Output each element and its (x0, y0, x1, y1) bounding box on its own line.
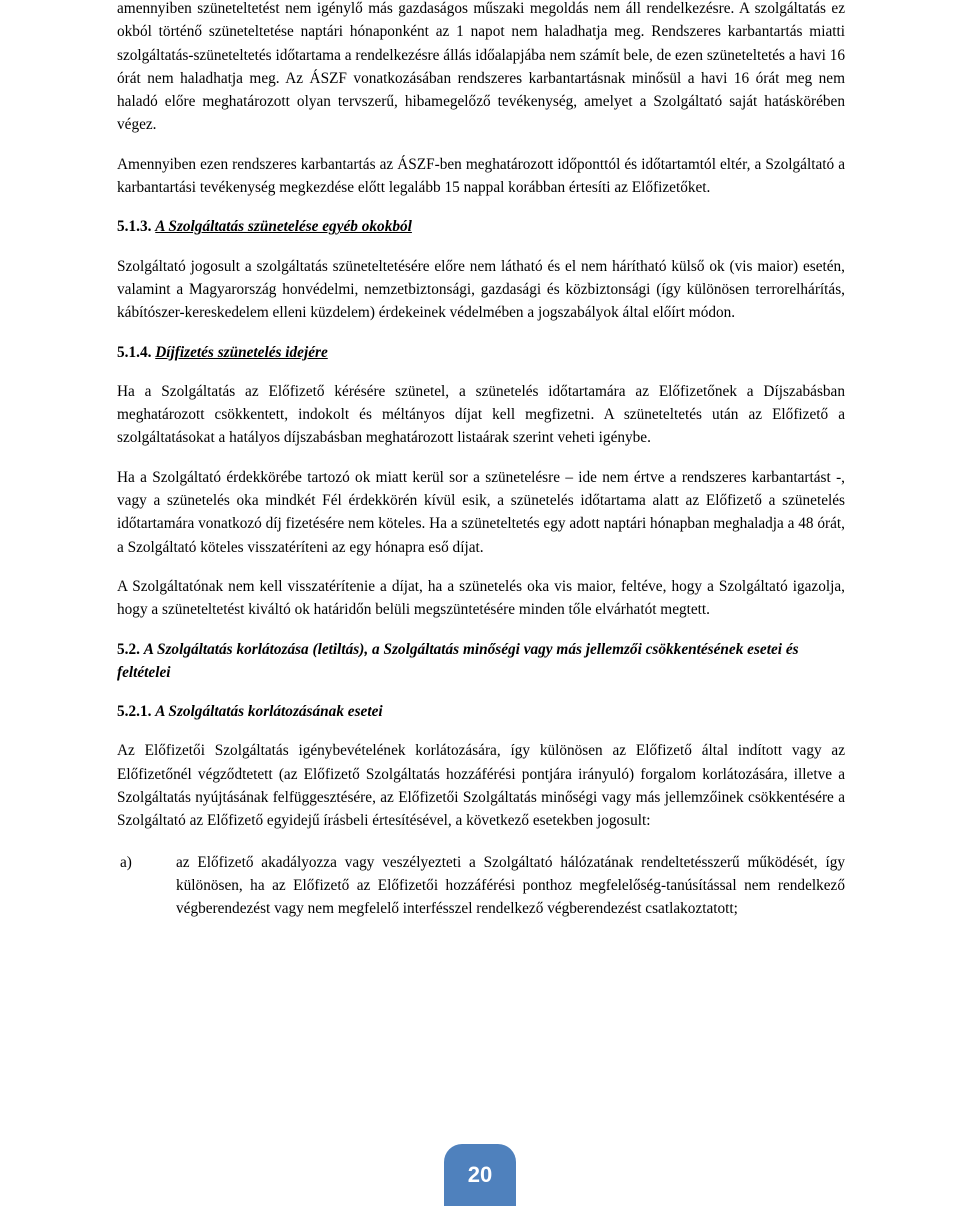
paragraph: Ha a Szolgáltatás az Előfizető kérésére szünetel, a szünetelés időtartamára az Előfizetőnek a Díjszabásban meghatározott csökkentett, indokolt és méltányos díjat kell megfizetni. A szüneteltetés után az Előfizető a szolgáltatásokat a hatályos díjszabásban meghatározott listaárak szerint veheti igénybe. (117, 382, 845, 447)
paragraph: A Szolgáltatónak nem kell visszatérítenie a díjat, ha a szünetelés oka vis maior, feltéve, hogy a Szolgáltató igazolja, hogy a szüneteltetést kiváltó ok határidőn belüli megszüntetésére minden tőle elvárhatót megtett. (117, 577, 845, 619)
paragraph: Szolgáltató jogosult a szolgáltatás szüneteltetésére előre nem látható és el nem hárítható külső ok (vis maior) esetén, valamint a Magyarország honvédelmi, nemzetbiztonsági, gazdasági és közbiztonsági (így különösen terrorelhárítás, kábítószer-kereskedelem elleni küzdelem) érdekeinek védelmében a jogszabályok által előírt módon. (117, 257, 845, 322)
section-heading-5-1-3 (117, 215, 845, 238)
section-heading-5-1-4 (117, 341, 845, 364)
paragraph: Az Előfizetői Szolgáltatás igénybevételének korlátozására, így különösen az Előfizető által indított vagy az Előfizetőnél végződtetett (az Előfizető Szolgáltatás hozzáférési pontjára irányuló) forgalom korlátozására, illetve a Szolgáltatás nyújtásának felfüggesztésére, az Előfizetői Szolgáltatás minőségi vagy más jellemzőinek csökkentésére a Szolgáltató az Előfizető egyidejű írásbeli értesítésével, a következő esetekben jogosult: (117, 742, 845, 830)
page-number: 20 (467, 1162, 493, 1187)
paragraph: Amennyiben ezen rendszeres karbantartás az ÁSZF-ben meghatározott időponttól és időtartamtól eltér, a Szolgáltató a karbantartási tevékenység megkezdése előtt legalább 15 nappal korábban értesíti az Előfizetőket. (117, 155, 845, 197)
heading-number: 5.2.1. (117, 703, 152, 721)
page-number-badge (444, 1144, 516, 1206)
heading-number: 5.1.3. (117, 218, 152, 236)
document-page (117, 0, 845, 921)
section-heading-5-2-1 (117, 700, 845, 723)
list-item (117, 851, 845, 921)
heading-number: 5.2. (117, 640, 140, 658)
heading-number: 5.1.4. (117, 343, 152, 361)
heading-title: A Szolgáltatás korlátozásának esetei (155, 703, 383, 721)
paragraph: Ha a Szolgáltató érdekkörébe tartozó ok miatt kerül sor a szünetelésre – ide nem értve a rendszeres karbantartást -, vagy a szünetelés oka mindkét Fél érdekkörén kívül esik, a szünetelés időtartama alatt az Előfizető a szünetelés időtartamára vonatkozó díj fizetésére nem köteles. Ha a szüneteltetés egy adott naptári hónapban meghaladja a 48 órát, a Szolgáltató köteles visszatéríteni az egy hónapra eső díjat. (117, 468, 846, 556)
heading-title: A Szolgáltatás szünetelése egyéb okokból (155, 218, 412, 236)
list-marker: a) (120, 853, 132, 871)
list-item-text: az Előfizető akadályozza vagy veszélyezteti a Szolgáltató hálózatának rendeltetésszerű működését, így különösen, ha az Előfizető az Előfizetői hozzáférési ponthoz megfelelőség-tanúsítással nem rendelkező végberendezést vagy nem megfelelő interfésszel rendelkező végberendezést csatlakoztatott; (176, 853, 845, 918)
section-heading-5-2 (117, 638, 845, 685)
heading-title: Díjfizetés szünetelés idejére (155, 343, 328, 361)
paragraph: amennyiben szüneteltetést nem igénylő más gazdaságos műszaki megoldás nem áll rendelkezésre. A szolgáltatás ez okból történő szüneteltetése naptári hónaponként az 1 napot nem haladhatja meg. Rendszeres karbantartás miatti szolgáltatás-szüneteltetés időtartama a rendelkezésre állás időalapjába nem számít bele, de ezen szüneteltetés a havi 16 órát nem haladhatja meg. Az ÁSZF vonatkozásában rendszeres karbantartásnak minősül a havi 16 órát meg nem haladó előre meghatározott olyan tervszerű, hibamegelőző tevékenység, amelyet a Szolgáltató saját hatáskörében végez. (117, 0, 845, 134)
heading-title: A Szolgáltatás korlátozása (letiltás), a Szolgáltatás minőségi vagy más jellemzői csökkentésének esetei és feltételei (117, 640, 799, 681)
